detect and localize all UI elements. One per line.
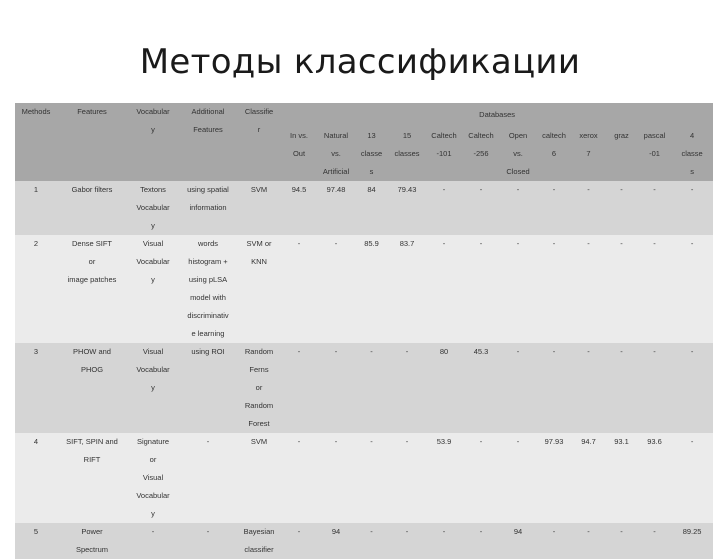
value-cell: - bbox=[426, 235, 462, 343]
value-cell: - bbox=[317, 235, 355, 343]
value-cell: - bbox=[462, 433, 500, 523]
db-header: 15 classes bbox=[388, 127, 426, 181]
value-cell: - bbox=[500, 181, 536, 235]
classifier-cell: SVM bbox=[237, 181, 281, 235]
value-cell: 89.25 bbox=[671, 523, 713, 559]
header-row bbox=[15, 103, 713, 127]
additional-features-cell: - bbox=[179, 433, 237, 523]
features-cell: Dense SIFT or image patches bbox=[57, 235, 127, 343]
value-cell: 79.43 bbox=[388, 181, 426, 235]
value-cell: 94 bbox=[500, 523, 536, 559]
value-cell: 93.6 bbox=[638, 433, 671, 523]
classifier-cell: SVM or KNN bbox=[237, 235, 281, 343]
value-cell: 84 bbox=[355, 181, 388, 235]
db-header: pascal -01 bbox=[638, 127, 671, 181]
value-cell: 45.3 bbox=[462, 343, 500, 433]
header-classifier: Classifie r bbox=[237, 103, 281, 181]
value-cell: - bbox=[462, 235, 500, 343]
method-number: 3 bbox=[15, 343, 57, 433]
value-cell: - bbox=[671, 181, 713, 235]
value-cell: - bbox=[671, 433, 713, 523]
value-cell: - bbox=[605, 181, 638, 235]
value-cell: - bbox=[500, 235, 536, 343]
value-cell: - bbox=[500, 343, 536, 433]
value-cell: 94.7 bbox=[572, 433, 605, 523]
additional-features-cell: using spatial information bbox=[179, 181, 237, 235]
value-cell: - bbox=[426, 181, 462, 235]
value-cell: - bbox=[572, 523, 605, 559]
value-cell: 94 bbox=[317, 523, 355, 559]
features-cell: PHOW and PHOG bbox=[57, 343, 127, 433]
value-cell: - bbox=[605, 235, 638, 343]
method-number: 1 bbox=[15, 181, 57, 235]
value-cell: - bbox=[638, 523, 671, 559]
method-number: 2 bbox=[15, 235, 57, 343]
value-cell: - bbox=[281, 433, 317, 523]
classification-methods-table bbox=[15, 103, 713, 559]
value-cell: - bbox=[605, 343, 638, 433]
features-cell: Power Spectrum bbox=[57, 523, 127, 559]
table-row bbox=[15, 181, 713, 235]
value-cell: - bbox=[281, 343, 317, 433]
value-cell: - bbox=[671, 343, 713, 433]
value-cell: - bbox=[317, 343, 355, 433]
value-cell: - bbox=[638, 343, 671, 433]
features-cell: SIFT, SPIN and RIFT bbox=[57, 433, 127, 523]
vocabulary-cell: Signature or Visual Vocabular y bbox=[127, 433, 179, 523]
additional-features-cell: using ROI bbox=[179, 343, 237, 433]
value-cell: - bbox=[462, 181, 500, 235]
value-cell: - bbox=[355, 343, 388, 433]
db-header: In vs. Out bbox=[281, 127, 317, 181]
value-cell: 93.1 bbox=[605, 433, 638, 523]
db-header: Natural vs. Artificial bbox=[317, 127, 355, 181]
value-cell: - bbox=[281, 523, 317, 559]
additional-features-cell: - bbox=[179, 523, 237, 559]
value-cell: - bbox=[355, 523, 388, 559]
value-cell: 97.93 bbox=[536, 433, 572, 523]
slide-title: Методы классификации bbox=[139, 42, 581, 82]
value-cell: - bbox=[572, 343, 605, 433]
db-header: Open vs. Closed bbox=[500, 127, 536, 181]
header-features: Features bbox=[57, 103, 127, 181]
method-number: 4 bbox=[15, 433, 57, 523]
value-cell: - bbox=[536, 235, 572, 343]
value-cell: - bbox=[638, 181, 671, 235]
value-cell: - bbox=[281, 235, 317, 343]
value-cell: - bbox=[388, 433, 426, 523]
value-cell: 97.48 bbox=[317, 181, 355, 235]
method-number: 5 bbox=[15, 523, 57, 559]
value-cell: - bbox=[500, 433, 536, 523]
value-cell: - bbox=[605, 523, 638, 559]
classifier-cell: Random Ferns or Random Forest bbox=[237, 343, 281, 433]
value-cell: - bbox=[536, 343, 572, 433]
db-header: Caltech -101 bbox=[426, 127, 462, 181]
value-cell: - bbox=[638, 235, 671, 343]
header-methods: Methods bbox=[15, 103, 57, 181]
value-cell: 85.9 bbox=[355, 235, 388, 343]
value-cell: 80 bbox=[426, 343, 462, 433]
db-header: Caltech -256 bbox=[462, 127, 500, 181]
value-cell: - bbox=[572, 181, 605, 235]
table-row bbox=[15, 433, 713, 523]
value-cell: - bbox=[536, 523, 572, 559]
classifier-cell: Bayesian classifier bbox=[237, 523, 281, 559]
table-row bbox=[15, 235, 713, 343]
value-cell: - bbox=[572, 235, 605, 343]
vocabulary-cell: - bbox=[127, 523, 179, 559]
value-cell: 83.7 bbox=[388, 235, 426, 343]
header-databases: Databases bbox=[281, 103, 713, 127]
value-cell: - bbox=[388, 523, 426, 559]
value-cell: - bbox=[426, 523, 462, 559]
db-header: xerox 7 bbox=[572, 127, 605, 181]
header-additional-features: Additional Features bbox=[179, 103, 237, 181]
vocabulary-cell: Visual Vocabular y bbox=[127, 235, 179, 343]
table-row bbox=[15, 343, 713, 433]
value-cell: - bbox=[317, 433, 355, 523]
db-header: graz bbox=[605, 127, 638, 181]
table-row bbox=[15, 523, 713, 559]
db-header: caltech 6 bbox=[536, 127, 572, 181]
value-cell: - bbox=[388, 343, 426, 433]
value-cell: - bbox=[536, 181, 572, 235]
classifier-cell: SVM bbox=[237, 433, 281, 523]
features-cell: Gabor filters bbox=[57, 181, 127, 235]
additional-features-cell: words histogram + using pLSA model with discriminativ e learning bbox=[179, 235, 237, 343]
value-cell: 53.9 bbox=[426, 433, 462, 523]
value-cell: - bbox=[462, 523, 500, 559]
header-vocabulary: Vocabular y bbox=[127, 103, 179, 181]
db-header: 4 classe s bbox=[671, 127, 713, 181]
value-cell: - bbox=[671, 235, 713, 343]
vocabulary-cell: Textons Vocabular y bbox=[127, 181, 179, 235]
db-header: 13 classe s bbox=[355, 127, 388, 181]
value-cell: 94.5 bbox=[281, 181, 317, 235]
value-cell: - bbox=[355, 433, 388, 523]
vocabulary-cell: Visual Vocabular y bbox=[127, 343, 179, 433]
